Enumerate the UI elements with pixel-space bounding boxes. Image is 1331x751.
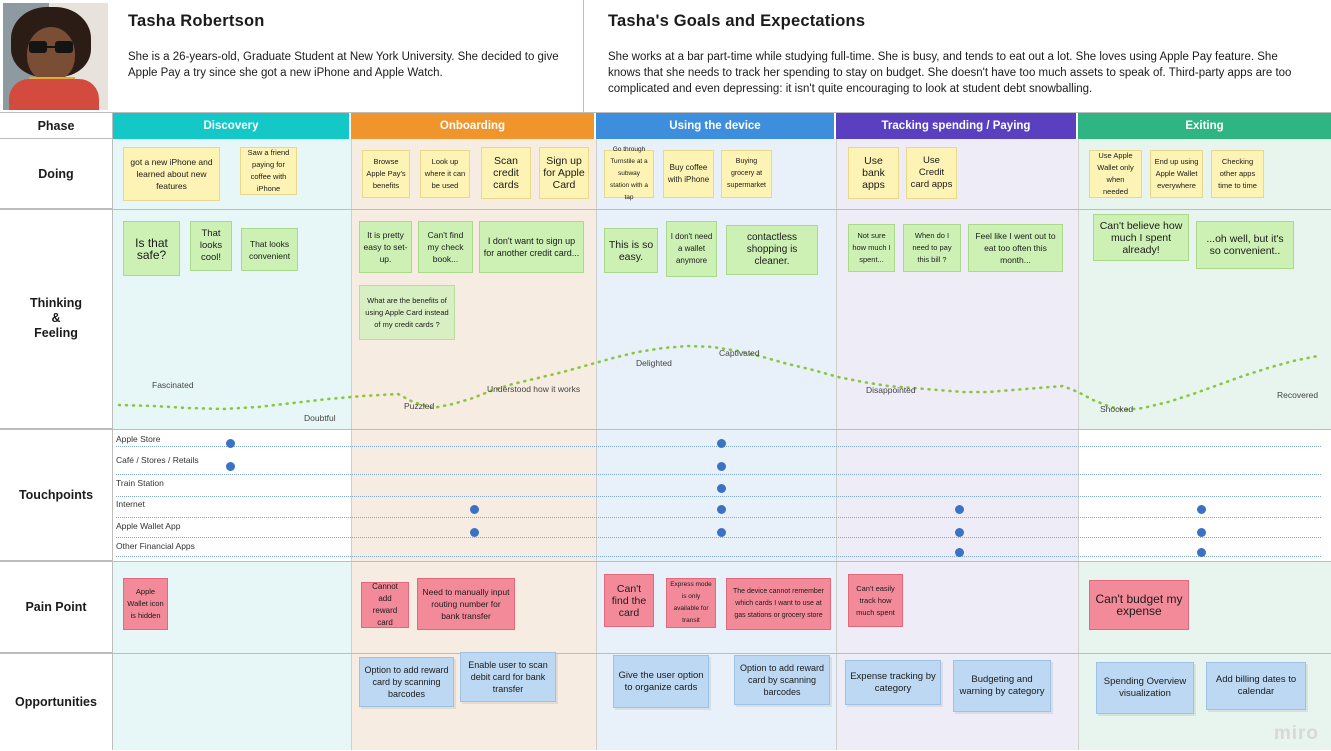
painpoint-note-text: Can't find the card: [611, 582, 647, 619]
painpoint-note[interactable]: [123, 578, 168, 630]
row-label-doing: [0, 139, 113, 209]
doing-note[interactable]: [1150, 150, 1203, 198]
doing-note-text: Saw a friend paying for coffee with iPhone: [247, 148, 290, 193]
touchpoint-dot[interactable]: [1197, 528, 1206, 537]
row-label-thinking-text1: Thinking: [29, 296, 83, 310]
doing-note-text: Look up where it can be used: [424, 157, 466, 190]
goals-block: [608, 12, 1308, 97]
emotion-label-text: Doubtful: [304, 413, 336, 423]
thinking-note-text: ...oh well, but it's so convenient..: [1206, 233, 1284, 257]
opportunity-note[interactable]: [613, 655, 709, 708]
phase-onboarding[interactable]: [351, 113, 596, 139]
phase-tracking-label: Tracking spending / Paying: [881, 120, 1031, 132]
phase-exiting-label: Exiting: [1185, 120, 1224, 132]
miro-watermark: miro: [1273, 723, 1319, 744]
opportunity-note-text: Option to add reward card by scanning barcodes: [364, 665, 449, 699]
touchpoint-row-line: [116, 517, 1321, 518]
doing-note-text: End up using Apple Wallet everywhere: [1154, 157, 1199, 190]
doing-note[interactable]: [481, 147, 531, 199]
phase-discovery[interactable]: [113, 113, 351, 139]
thinking-note[interactable]: [123, 221, 180, 276]
emotion-label: [304, 413, 336, 423]
touchpoint-row-label: [116, 499, 145, 509]
emotion-label: [152, 380, 194, 390]
thinking-note[interactable]: [604, 228, 658, 273]
thinking-note-text: contactless shopping is cleaner.: [746, 232, 798, 267]
row-label-touchpoints: [0, 429, 113, 561]
touchpoint-dot[interactable]: [955, 528, 964, 537]
doing-note[interactable]: [123, 147, 220, 201]
thinking-note-text: That looks convenient: [248, 238, 291, 261]
thinking-note-text: When do I need to pay this bill ?: [912, 231, 952, 264]
column-divider-1: [351, 139, 352, 750]
persona-avatar: [3, 3, 108, 110]
doing-note[interactable]: [420, 150, 470, 198]
touchpoint-dot[interactable]: [955, 548, 964, 557]
doing-note[interactable]: [1211, 150, 1264, 198]
painpoint-note-text: Need to manually input routing number for bank transfer: [422, 587, 510, 621]
column-divider-2: [596, 139, 597, 750]
painpoint-note[interactable]: [848, 574, 903, 627]
painpoint-note[interactable]: [417, 578, 515, 630]
column-divider-4: [1078, 139, 1079, 750]
emotion-label-text: Captivated: [719, 348, 760, 358]
touchpoint-row-label-text: Apple Wallet App: [116, 521, 181, 531]
doing-note[interactable]: [240, 147, 297, 195]
painpoint-note-text: The device cannot remember which cards I want to use at gas stations or grocery store: [732, 588, 825, 619]
touchpoint-row-label: [116, 541, 195, 551]
thinking-note[interactable]: [726, 225, 818, 275]
painpoint-note[interactable]: [361, 582, 409, 628]
thinking-note-text: Is that safe?: [135, 235, 168, 262]
touchpoint-row-line: [116, 474, 1321, 475]
header-divider: [583, 0, 584, 113]
thinking-note-text: What are the benefits of using Apple Card instead of my credit cards ?: [365, 295, 449, 329]
touchpoint-row-label: [116, 521, 180, 531]
doing-note-text: Go through Turnstile at a subway station with a tap: [610, 146, 648, 201]
column-divider-3: [836, 139, 837, 750]
band-op-discovery: [113, 653, 351, 750]
emotion-label: [1100, 404, 1133, 414]
touchpoint-dot[interactable]: [1197, 548, 1206, 557]
doing-note-text: Buy coffee with iPhone: [667, 163, 710, 184]
emotion-label: [866, 385, 916, 395]
emotion-label: [636, 358, 672, 368]
phase-using-the-device[interactable]: [596, 113, 836, 139]
touchpoint-row-line: [116, 537, 1321, 538]
emotion-label-text: Fascinated: [152, 380, 194, 390]
row-divider-thinking: [0, 429, 1331, 430]
doing-note[interactable]: [906, 147, 957, 199]
painpoint-note-text: Express mode is only available for transit: [670, 581, 712, 624]
touchpoint-dot[interactable]: [1197, 505, 1206, 514]
phase-using-label: Using the device: [669, 120, 761, 132]
doing-note-text: Browse Apple Pay's benefits: [366, 157, 406, 190]
opportunity-note[interactable]: [1096, 662, 1194, 714]
touchpoint-dot[interactable]: [955, 505, 964, 514]
phase-tracking-spending[interactable]: [836, 113, 1078, 139]
doing-note-text: Sign up for Apple Card: [543, 155, 585, 191]
emotion-label-text: Recovered: [1277, 390, 1319, 400]
painpoint-note-text: Apple Wallet icon is hidden: [127, 587, 164, 620]
doing-note-text: got a new iPhone and learned about new features: [130, 157, 213, 191]
doing-note[interactable]: [848, 147, 899, 199]
emotion-label: [1277, 390, 1318, 400]
touchpoint-row-label-text: Internet: [116, 499, 145, 509]
thinking-note[interactable]: [190, 221, 232, 271]
thinking-note-text: It is pretty easy to set-up.: [363, 230, 408, 264]
opportunity-note[interactable]: [734, 655, 830, 705]
header-bar: [0, 0, 1331, 113]
touchpoint-dot[interactable]: [717, 505, 726, 514]
doing-note[interactable]: [663, 150, 714, 198]
touchpoint-row-label-text: Train Station: [116, 478, 164, 488]
row-label-opportunities: [0, 653, 113, 750]
thinking-note-text: Can't find my check book...: [427, 230, 464, 264]
painpoint-note-text: Can't easily track how much spent: [856, 583, 895, 617]
emotion-label: [404, 401, 434, 411]
doing-note-text: Use bank apps: [862, 155, 885, 191]
touchpoint-dot[interactable]: [470, 528, 479, 537]
touchpoint-dot[interactable]: [717, 439, 726, 448]
thinking-note[interactable]: [418, 221, 473, 273]
row-label-thinking-text3: Feeling: [34, 326, 78, 340]
thinking-note[interactable]: [903, 224, 961, 272]
doing-note-text: Use Credit card apps: [910, 155, 953, 190]
emotion-label-text: Shocked: [1100, 404, 1134, 414]
thinking-note[interactable]: [848, 224, 895, 272]
band-tp-tracking: [836, 429, 1078, 561]
emotion-curve: [113, 330, 1331, 429]
opportunity-note-text: Expense tracking by category: [850, 670, 936, 694]
opportunity-note-text: Enable user to scan debit card for bank transfer: [468, 660, 548, 694]
painpoint-note-text: Cannot add reward card: [372, 582, 398, 627]
doing-note-text: Buying grocery at supermarket: [727, 158, 766, 189]
emotion-label: [719, 348, 760, 358]
emotion-label-text: Puzzled: [404, 401, 435, 411]
opportunity-note-text: Spending Overview visualization: [1103, 676, 1187, 699]
row-divider-painpoint: [0, 653, 1331, 654]
doing-note[interactable]: [721, 150, 772, 198]
touchpoint-dot[interactable]: [226, 439, 235, 448]
touchpoint-dot[interactable]: [717, 528, 726, 537]
row-label-thinking-text2: &: [51, 311, 61, 325]
touchpoint-dot[interactable]: [717, 462, 726, 471]
opportunity-note-text: Add billing dates to calendar: [1215, 674, 1297, 697]
persona-name: Tasha Robertson: [128, 12, 265, 30]
thinking-note-text: This is so easy.: [608, 238, 654, 263]
touchpoint-row-label-text: Apple Store: [116, 434, 161, 444]
doing-note-text: Scan credit cards: [493, 155, 519, 191]
phase-header-row: [0, 113, 1331, 139]
touchpoint-dot[interactable]: [717, 484, 726, 493]
row-divider-touchpoints: [0, 561, 1331, 562]
phase-onboarding-label: Onboarding: [439, 120, 506, 132]
persona-description: She is a 26-years-old, Graduate Student at New York University. She decided to give Apple Pay a try since she got a new iPhone and Apple Watch.: [128, 51, 559, 79]
thinking-note[interactable]: [241, 228, 298, 271]
thinking-note-text: Can't believe how much I spent already!: [1099, 219, 1183, 256]
persona-block: [128, 12, 568, 81]
goals-title: Tasha's Goals and Expectations: [608, 12, 866, 30]
touchpoint-row-label: [116, 478, 164, 488]
doing-note[interactable]: [539, 147, 589, 199]
thinking-note[interactable]: [479, 221, 584, 273]
opportunity-note[interactable]: [359, 657, 454, 707]
opportunity-note-text: Budgeting and warning by category: [959, 674, 1045, 697]
doing-note-text: Use Apple Wallet only when needed: [1097, 151, 1134, 196]
touchpoint-row-label-text: Other Financial Apps: [116, 541, 195, 551]
painpoint-note[interactable]: [1089, 580, 1189, 630]
goals-description: She works at a bar part-time while studying full-time. She is busy, and tends to eat out a lot. She loves using Apple Pay feature. She knows that she needs to track her spending to stay on budget. She doesn't have too much assets to speak of. Third-party apps are too complicated and even depressing: it isn't quite encouraging to look at student debt snowballing.: [608, 51, 1292, 95]
phase-exiting[interactable]: [1078, 113, 1331, 139]
painpoint-note[interactable]: [604, 574, 654, 627]
painpoint-note[interactable]: [726, 578, 831, 630]
thinking-note-text: I don't want to sign up for another credit card...: [483, 236, 580, 258]
thinking-note[interactable]: [666, 221, 717, 277]
thinking-note-text: Feel like I went out to eat too often this month...: [975, 231, 1056, 265]
opportunity-note-text: Option to add reward card by scanning barcodes: [739, 663, 825, 697]
row-label-phase-text: Phase: [37, 118, 75, 133]
touchpoint-row-label: [116, 434, 160, 444]
thinking-note-text: Not sure how much I spent...: [852, 231, 891, 264]
thinking-note-text: That looks cool!: [199, 228, 223, 263]
band-tp-onboarding: [351, 429, 596, 561]
touchpoint-row-line: [116, 496, 1321, 497]
opportunity-note[interactable]: [1206, 662, 1306, 710]
thinking-note[interactable]: [1196, 221, 1294, 269]
row-label-touchpoints-text: Touchpoints: [18, 487, 94, 502]
touchpoint-dot[interactable]: [226, 462, 235, 471]
touchpoint-row-label-text: Café / Stores / Retails: [116, 455, 199, 465]
row-label-painpoint-text: Pain Point: [25, 599, 87, 614]
opportunity-note[interactable]: [953, 660, 1051, 712]
row-label-opportunities-text: Opportunities: [15, 694, 97, 709]
opportunity-note-text: Give the user option to organize cards: [618, 669, 704, 693]
emotion-label-text: Disappointed: [866, 385, 916, 395]
thinking-note[interactable]: [359, 221, 412, 273]
painpoint-note-text: Can't budget my expense: [1095, 592, 1183, 618]
thinking-note[interactable]: [1093, 214, 1189, 261]
emotion-label-text: Delighted: [636, 358, 672, 368]
doing-note[interactable]: [362, 150, 410, 198]
row-label-thinking: [0, 209, 113, 429]
phase-discovery-label: Discovery: [203, 120, 259, 132]
doing-note[interactable]: [604, 146, 654, 201]
doing-note[interactable]: [1089, 150, 1142, 198]
touchpoint-row-label: [116, 455, 199, 465]
thinking-note[interactable]: [968, 224, 1063, 272]
row-label-painpoint: [0, 561, 113, 653]
touchpoint-row-line: [116, 556, 1321, 557]
row-divider-doing: [0, 209, 1331, 210]
touchpoint-dot[interactable]: [470, 505, 479, 514]
opportunity-note[interactable]: [845, 660, 941, 705]
emotion-label: [487, 384, 580, 394]
row-label-doing-text: Doing: [38, 166, 74, 181]
painpoint-note[interactable]: [666, 578, 716, 628]
doing-note-text: Checking other apps time to time: [1218, 157, 1257, 190]
thinking-note-text: I don't need a wallet anymore: [670, 232, 713, 265]
emotion-label-text: Understood how it works: [487, 384, 581, 394]
band-tp-using: [596, 429, 836, 561]
opportunity-note[interactable]: [460, 652, 556, 702]
band-tp-exiting: [1078, 429, 1331, 561]
